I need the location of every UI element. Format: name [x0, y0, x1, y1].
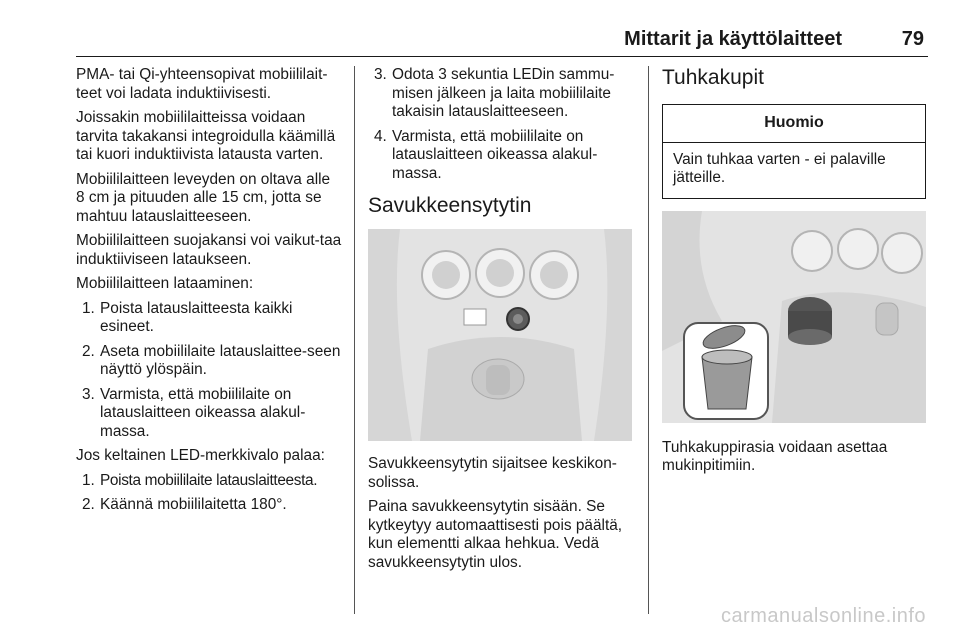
watermark: carmanualsonline.info [720, 605, 926, 627]
paragraph: PMA- tai Qi-yhteensopivat mobiililait-teet voi ladata induktiivisesti. [76, 66, 328, 102]
lighter-illustration [368, 229, 632, 441]
paragraph: Mobiililaitteen leveyden on oltava alle 8 cm ja pituuden alle 15 cm, jotta se mahtuu latauslaitteeseen. [76, 170, 331, 225]
list-item: 2. Käännä mobiililaitetta 180°. [82, 496, 287, 513]
notice-text: Vain tuhkaa varten - ei palaville jätteille. [673, 150, 886, 186]
list-item: 1. Poista latauslaitteesta kaikki esineet. [82, 299, 293, 335]
chapter-title: Mittarit ja käyttölaitteet [624, 28, 842, 50]
paragraph: Mobiililaitteen lataaminen: [76, 275, 254, 292]
page-header [76, 26, 928, 57]
paragraph: Jos keltainen LED-merkkivalo palaa: [76, 447, 325, 464]
list-item: 2. Aseta mobiililaite latauslaittee-seen näyttö ylöspäin. [82, 342, 341, 378]
column-3 [662, 66, 928, 482]
paragraph: Savukkeensytytin sijaitsee keskikon-solissa. [368, 455, 617, 491]
paragraph: Paina savukkeensytytin sisään. Se kytkeytyy automaattisesti pois päältä, kun elementti alkaa hehkua. Vedä savukkeensytytin ulos. [368, 498, 623, 571]
section-heading-ashtray: Tuhkakupit [662, 66, 764, 89]
column-2 [368, 66, 634, 578]
list-item: 4. Varmista, että mobiililaite on latauslaitteen oikeassa alakul-massa. [374, 127, 598, 182]
led-steps [76, 472, 342, 515]
ashtray-illustration [662, 211, 926, 423]
column-divider [354, 66, 355, 614]
paragraph: Mobiililaitteen suojakansi voi vaikut-taa induktiiviseen lataukseen. [76, 232, 342, 268]
paragraph: Tuhkakuppirasia voidaan asettaa mukinpitimiin. [662, 438, 888, 474]
column-1 [76, 66, 342, 521]
paragraph: Joissakin mobiililaitteissa voidaan tarvita takakansi integroidulla käämillä tai kuori induktiivista latausta varten. [76, 109, 336, 163]
notice-title: Huomio [663, 105, 925, 143]
list-item: 1. Poista mobiililaite latauslaitteesta. [82, 471, 318, 489]
section-heading-lighter: Savukkeensytytin [368, 194, 532, 217]
charging-steps [76, 300, 342, 442]
continued-steps [368, 66, 634, 183]
list-item: 3. Odota 3 sekuntia LEDin sammu-misen jälkeen ja laita mobiililaite takaisin latauslaitteeseen. [374, 66, 615, 120]
page-number: 79 [901, 28, 924, 50]
notice-box [662, 104, 926, 199]
column-divider [648, 66, 649, 614]
list-item: 3. Varmista, että mobiililaite on latauslaitteen oikeassa alakul-massa. [82, 385, 306, 440]
